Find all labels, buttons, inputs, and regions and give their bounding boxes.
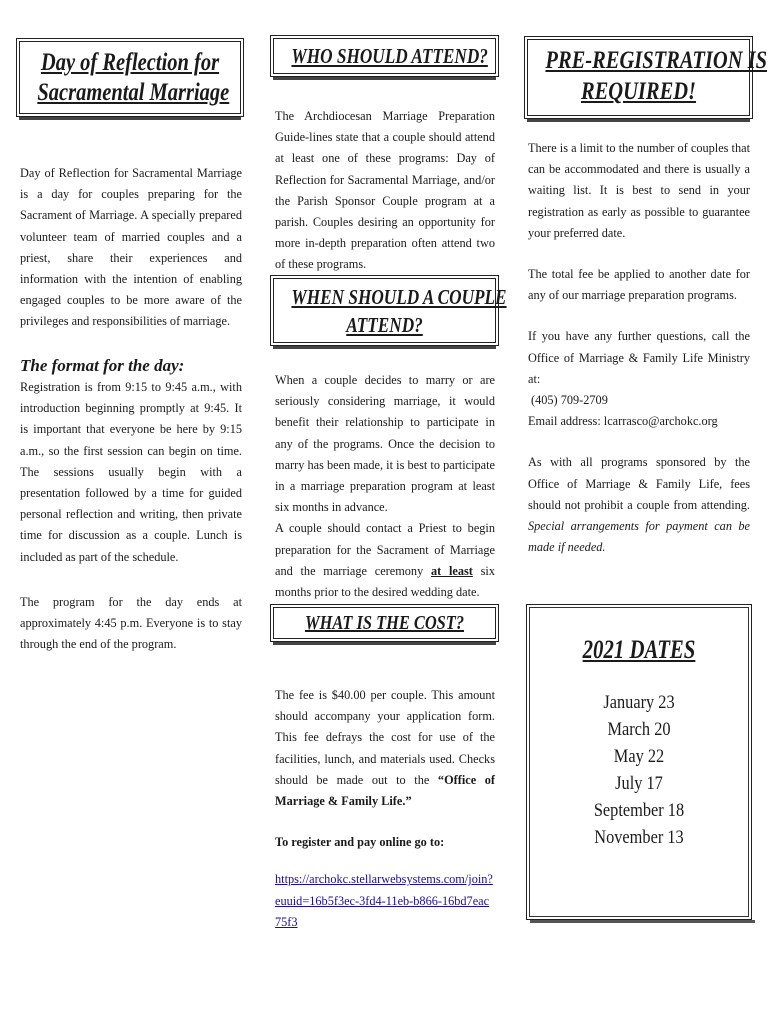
title-box [16, 38, 244, 117]
fee-applied-text: The total fee be applied to another date for any of our marriage preparation programs. [528, 267, 750, 303]
online-label: To register and pay online go to: [275, 835, 445, 850]
online-link-wrap [275, 869, 495, 933]
prereg-title-box [524, 36, 768, 119]
phone-number: (405) 709-2709 [531, 393, 608, 408]
cost-title-box [270, 604, 499, 642]
dates-list [527, 689, 751, 851]
cost-payee: “Office of Marriage & Family Life.” [275, 772, 495, 809]
when-title-box [270, 275, 507, 346]
sponsored-text [528, 452, 750, 558]
prereg-title-line2: REQUIRED! [580, 78, 697, 105]
date-item: January 23 [603, 692, 675, 713]
format-heading: The format for the day: [20, 356, 185, 375]
when-text-2 [275, 518, 495, 603]
intro-section [20, 163, 242, 333]
email-address: Email address: lcarrasco@archokc.org [528, 414, 718, 429]
when-text-2a: A couple should contact a Priest to begin preparation for the Sacrament of Marriage and the marriage ceremony [275, 521, 495, 578]
online-registration-link[interactable]: https://archokc.stellarwebsystems.com/join?euuid=16b5f3ec-3fd4-11eb-b866-16bd7eac75f3 [275, 872, 493, 929]
cost-title: WHAT IS THE COST? [304, 612, 465, 634]
who-title-box [270, 35, 499, 77]
when-title-line1: WHEN SHOULD A COUPLE [291, 285, 507, 309]
format-text: Registration is from 9:15 to 9:45 a.m., with introduction beginning promptly at 9:45. It is important that everyone be here by 9:15 a.m., so the first session can begin on time. The sessions usually begin with a presentation followed by a time for guided personal reflection and writing, then private time for discussion as a couple. Lunch is included as part of the schedule. [20, 380, 242, 564]
sponsored-text-body: As with all programs sponsored by the Office of Marriage & Family Life, fees should not prohibit a couple from attending. [528, 455, 750, 512]
date-item: November 13 [594, 827, 684, 848]
dates-title: 2021 DATES [582, 635, 696, 664]
dates-box [526, 604, 752, 920]
at-least-emphasis: at least [430, 563, 473, 578]
limit-text: There is a limit to the number of couples that can be accommodated and there is usually a waiting list. It is best to send in your registration as early as possible to guarantee your preferred date. [528, 141, 750, 240]
page-title-line1: Day of Reflection for [40, 49, 220, 76]
when-text: When a couple decides to marry or are seriously considering marriage, it would benefit their relationship to participate in any of the programs. Once the decision to marry has been made, it is best to participate in a marriage preparation program at least six months in advance. [275, 373, 495, 515]
prereg-section [528, 138, 750, 558]
cost-section [275, 685, 495, 933]
page-title-line2: Sacramental Marriage [37, 79, 230, 106]
dates-content [527, 605, 751, 851]
date-item: March 20 [607, 719, 671, 740]
format-section [20, 355, 242, 568]
date-item: September 18 [593, 800, 685, 821]
when-title-line2: ATTEND? [346, 313, 423, 337]
intro-text: Day of Reflection for Sacramental Marriage is a day for couples preparing for the Sacrament of Marriage. A specially prepared volunteer team of married couples and a priest, share their experiences and information with the intention of enabling engaged couples to be more aware of the privileges and responsibilities of marriage. [20, 166, 242, 329]
special-arrangements: Special arrangements for payment can be made if needed. [528, 519, 750, 555]
who-title: WHO SHOULD ATTEND? [291, 44, 488, 68]
who-text: The Archdiocesan Marriage Preparation Guide-lines state that a couple should attend at least one of these programs: Day of Reflection for Sacramental Marriage, and/or the Parish Sponsor Couple program at a parish. Couples desiring an opportunity for more in-depth preparation often attend two of these programs. [275, 109, 495, 272]
cost-text [275, 685, 495, 812]
date-item: July 17 [615, 773, 663, 794]
date-item: May 22 [613, 746, 665, 767]
when-section [275, 370, 495, 603]
end-section [20, 592, 242, 656]
who-section [275, 106, 495, 276]
end-text: The program for the day ends at approximately 4:45 p.m. Everyone is to stay through the end of the program. [20, 595, 242, 652]
when-text-2c: six months prior to the desired wedding date. [275, 563, 495, 600]
questions-text: If you have any further questions, call the Office of Marriage & Family Life Ministry at: [528, 329, 750, 386]
prereg-title-line1: PRE-REGISTRATION IS [545, 47, 768, 74]
cost-text-body: The fee is $40.00 per couple. This amount should accompany your application form. This fee defrays the cost for use of the facilities, lunch, and materials used. Checks should be made out to the [275, 688, 495, 787]
